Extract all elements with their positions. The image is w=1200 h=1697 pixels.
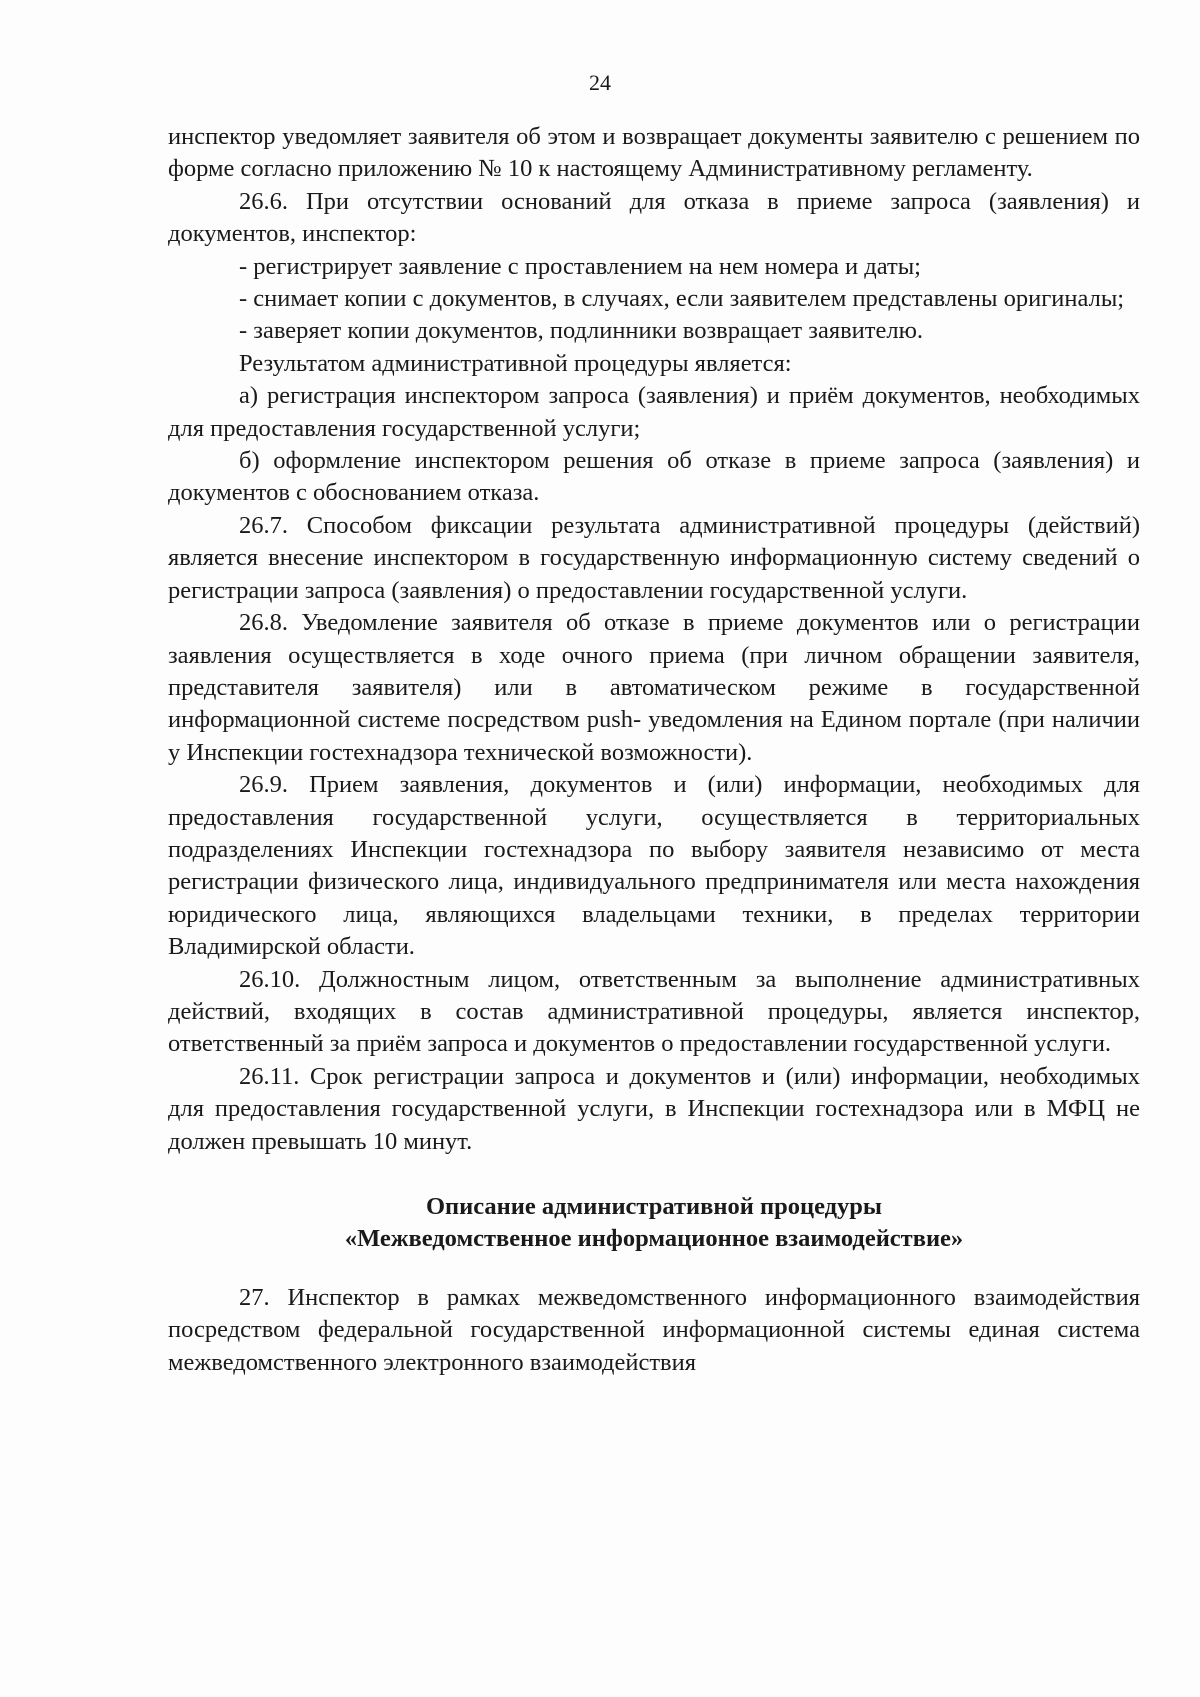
paragraph: 26.10. Должностным лицом, ответственным за выполнение административных действий, входящих в состав административной процедуры, является инспектор, ответственный за приём запроса и документов о предоставлении государственной услуги. [168,965,1140,1058]
list-item: б) оформление инспектором решения об отказе в приеме запроса (заявления) и документов с обоснованием отказа. [168,447,1140,507]
document-body [168,121,1140,1379]
list-item: - заверяет копии документов, подлинники возвращает заявителю. [239,317,924,345]
paragraph: инспектор уведомляет заявителя об этом и возвращает документы заявителю с решением по форме согласно приложению № 10 к настоящему Административному регламенту. [168,123,1140,183]
section-heading-line: «Межведомственное информационное взаимодействие» [344,1225,964,1253]
paragraph: Результатом административной процедуры является: [239,349,792,377]
list-item: а) регистрация инспектором запроса (заявления) и приём документов, необходимых для предоставления государственной услуги; [168,382,1140,442]
paragraph: 26.8. Уведомление заявителя об отказе в приеме документов или о регистрации заявления осуществляется в ходе очного приема (при личном обращении заявителя, представителя заявителя) или в автоматическом режиме в государственной информационной системе посредством push- уведомления на Едином портале (при наличии у Инспекции гостехнадзора технической возможности). [168,609,1140,766]
page-number: 24 [589,70,611,95]
section-heading-line: Описание административной процедуры [425,1193,883,1220]
section-heading [168,1191,1140,1256]
paragraph: 26.9. Прием заявления, документов и (или) информации, необходимых для предоставления государственной услуги, осуществляется в территориальных подразделениях Инспекции гостехнадзора по выбору заявителя независимо от места регистрации физического лица, индивидуального предпринимателя или места нахождения юридического лица, являющихся владельцами техники, в пределах территории Владимирской области. [168,771,1140,961]
paragraph: 26.6. При отсутствии оснований для отказа в приеме запроса (заявления) и документов, инспектор: [168,187,1140,248]
paragraph: 26.11. Срок регистрации запроса и документов и (или) информации, необходимых для предоставления государственной услуги, в Инспекции гостехнадзора или в МФЦ не должен превышать 10 минут. [168,1062,1140,1155]
list-item: - регистрирует заявление с проставлением на нем номера и даты; [239,252,921,280]
list-item: - снимает копии с документов, в случаях, если заявителем представлены оригиналы; [239,285,1125,313]
paragraph: 26.7. Способом фиксации результата административной процедуры (действий) является внесение инспектором в государственную информационную систему сведений о регистрации запроса (заявления) о предоставлении государственной услуги. [168,511,1140,604]
paragraph: 27. Инспектор в рамках межведомственного информационного взаимодействия посредством федеральной государственной информационной системы единая система межведомственного электронного взаимодействия [168,1283,1140,1376]
